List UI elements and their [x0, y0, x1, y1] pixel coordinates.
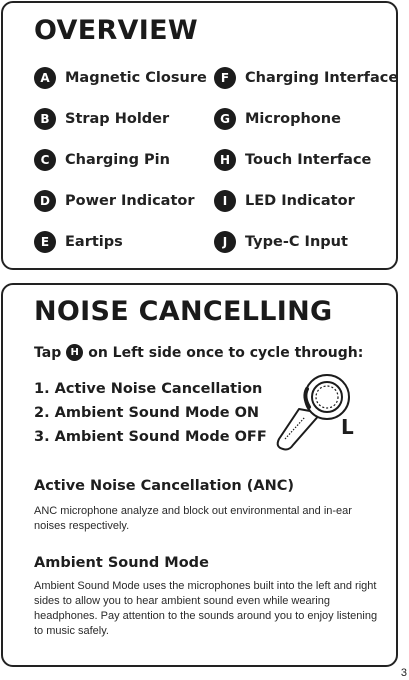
- ambient-section-body: Ambient Sound Mode uses the microphones built into the left and right sides to allow you to hear ambient sound even while wearing headphones. Pay attention to the sounds around you to enjoy listening to music safely.: [34, 580, 378, 637]
- ambient-section-title: Ambient Sound Mode: [34, 555, 209, 571]
- noise-cancelling-card: [1, 283, 398, 667]
- earbud-side-label: L: [341, 415, 354, 439]
- overview-title: OVERVIEW: [34, 15, 198, 46]
- item-label-eartips: Eartips: [65, 234, 123, 250]
- badge-f: F: [214, 67, 236, 89]
- overview-item-g: [214, 107, 341, 131]
- mode-item-ambient-on: 2. Ambient Sound Mode ON: [34, 405, 260, 421]
- tap-prefix: Tap: [34, 344, 62, 361]
- noise-cancelling-title: NOISE CANCELLING: [34, 296, 333, 327]
- page-number: 3: [400, 667, 407, 679]
- overview-item-c: [34, 148, 170, 172]
- anc-section-title: Active Noise Cancellation (ANC): [34, 478, 295, 494]
- overview-item-j: [214, 230, 348, 254]
- item-label-power-indicator: Power Indicator: [65, 193, 195, 209]
- earbud-illustration: [269, 369, 359, 455]
- badge-b: B: [34, 108, 56, 130]
- item-label-microphone: Microphone: [245, 111, 341, 127]
- item-label-led-indicator: LED Indicator: [245, 193, 355, 209]
- item-label-touch-interface: Touch Interface: [245, 152, 372, 168]
- item-label-magnetic-closure: Magnetic Closure: [65, 70, 207, 86]
- tap-suffix: on Left side once to cycle through:: [88, 344, 364, 361]
- badge-a: A: [34, 67, 56, 89]
- overview-items: [3, 3, 399, 268]
- badge-e: E: [34, 231, 56, 253]
- overview-item-f: [214, 66, 398, 90]
- overview-item-d: [34, 189, 195, 213]
- tap-instruction: [34, 344, 363, 361]
- overview-item-b: [34, 107, 169, 131]
- badge-j: J: [214, 231, 236, 253]
- item-label-strap-holder: Strap Holder: [65, 111, 170, 127]
- mode-item-anc: 1. Active Noise Cancellation: [34, 381, 263, 397]
- tap-badge-h: H: [66, 344, 83, 361]
- badge-c: C: [34, 149, 56, 171]
- item-label-type-c-input: Type-C Input: [245, 234, 348, 250]
- overview-item-h: [214, 148, 371, 172]
- badge-g: G: [214, 108, 236, 130]
- item-label-charging-pin: Charging Pin: [65, 152, 170, 168]
- badge-d: D: [34, 190, 56, 212]
- item-label-charging-interface: Charging Interface: [245, 70, 399, 86]
- overview-item-i: [214, 189, 355, 213]
- overview-item-a: [34, 66, 207, 90]
- badge-i: I: [214, 190, 236, 212]
- overview-card: [1, 1, 398, 270]
- anc-section-body: ANC microphone analyze and block out environmental and in-ear noises respectively.: [34, 505, 352, 532]
- overview-item-e: [34, 230, 123, 254]
- mode-item-ambient-off: 3. Ambient Sound Mode OFF: [34, 429, 267, 445]
- mode-list: [34, 377, 267, 449]
- badge-h: H: [214, 149, 236, 171]
